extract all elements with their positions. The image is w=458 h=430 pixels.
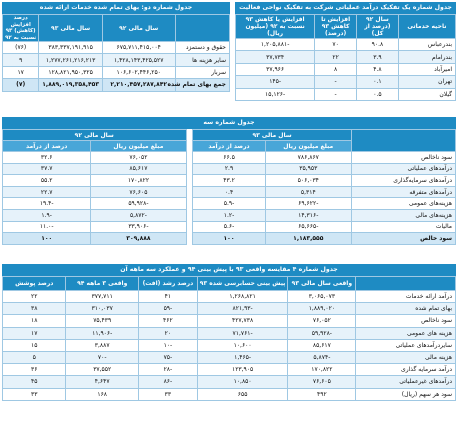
table-cell: -۱۹.۴: [3, 198, 91, 210]
forecast-comparison-caption: جدول شماره ۴ مقایسه واقعی ۹۳ با پیش بینی ۹۴ و عملکرد سه ماهه آن: [2, 264, 456, 276]
table-cell: بهای تمام شده: [356, 303, 456, 315]
header-year-93: سال مالی ۹۳: [39, 15, 103, 42]
cost-of-services-grid: [2, 14, 230, 92]
table-cell: سود ناخالص: [356, 315, 456, 327]
table-cell: ۵: [3, 351, 66, 363]
table-cell: ۳۷۷,۷۱۱: [66, 291, 138, 303]
table-cell: درآمدهای متفرقه: [351, 186, 455, 198]
table-cell: ۱۰,۶۰۰: [197, 339, 288, 351]
table-cell: سربار: [175, 66, 229, 78]
table-cell: بندرعباس: [398, 39, 455, 51]
header-growth-pct: درصد رشد (افت): [138, 277, 197, 291]
table-cell: ۶۷۵,۷۱۱,۴۱۵,۰۰۴: [102, 42, 175, 54]
table-cell: ۳۶: [3, 364, 66, 376]
header-amount-b: مبلغ میلیون ریال: [91, 141, 186, 152]
table-cell: سود ناخالص: [351, 152, 455, 164]
income-statement-grid: [2, 129, 456, 245]
table-cell: سود هر سهم (ریال): [356, 388, 456, 400]
table-cell: -۱۰: [138, 339, 197, 351]
table-cell: ۱,۴۲۸,۱۴۳,۴۲۵,۵۲۷: [102, 54, 175, 66]
table-cell: ۱۷۰,۸۲۲: [288, 364, 356, 376]
table-cell: ۲۲.۷: [3, 186, 91, 198]
table-cell: (۷): [3, 79, 39, 91]
table-cell: هزینه‌های مالی: [351, 209, 455, 221]
table-cell: -۵۹,۹۲۸: [288, 327, 356, 339]
table-cell: ۹۰.۸: [357, 39, 399, 51]
table-cell: -۸۲۱,۹۳: [197, 303, 288, 315]
table-cell: تهران: [398, 76, 455, 88]
table-cell: -۱۱,۹۰۶: [66, 327, 138, 339]
table-cell: سایردرآمدهای عملیاتی: [356, 339, 456, 351]
income-statement-caption: جدول شماره سه: [2, 117, 456, 129]
header-amount-a: مبلغ میلیون ریال: [265, 141, 351, 152]
table-cell: -۶۹,۶۲۲: [265, 198, 351, 210]
table-cell: -۵۹: [138, 303, 197, 315]
forecast-comparison-table: [2, 264, 456, 401]
table-cell: ۶۶.۵: [193, 152, 265, 164]
table-cell: -۷۱,۷۶۱: [197, 327, 288, 339]
table-cell: ۱۵: [3, 339, 66, 351]
table-cell: ۲۲: [315, 51, 357, 63]
table-cell: ۱۰۰: [193, 233, 265, 245]
table-cell: ۷۰: [315, 39, 357, 51]
header-share-92: سال ۹۲ (درصد از کل): [357, 15, 399, 39]
table-cell: -۷۰: [66, 351, 138, 363]
table-cell: ۱۲۳,۹۰۵: [197, 364, 288, 376]
table-cell: -۱۵,۱۲۶: [236, 88, 315, 100]
table-cell: ۴,۶۴۷: [66, 376, 138, 388]
table-cell: ۳۷,۹۶۶: [236, 63, 315, 75]
forecast-comparison-grid: [2, 276, 456, 401]
table-cell: ۱۶۸: [66, 388, 138, 400]
table-cell: -: [315, 88, 357, 100]
table-cell: -۱۱.۰: [3, 221, 91, 233]
header-blank: [351, 130, 455, 152]
table-cell: -: [315, 76, 357, 88]
table-cell: درآمد ارائه خدمات: [356, 291, 456, 303]
table-cell: ۱۸: [3, 315, 66, 327]
header-group-year-a: سال مالی ۹۳: [193, 130, 352, 141]
table-cell: ۴۳.۲: [193, 175, 265, 187]
table-cell: ۸: [315, 63, 357, 75]
region-revenue-caption: جدول شماره یک تفکیک درآمد عملیاتی شرکت به تفکیک نواحی فعالیت: [235, 2, 456, 14]
table-cell: ۱,۲۷۷,۲۶۱,۲۱۶,۲۱۳: [39, 54, 103, 66]
cost-of-services-caption: جدول شماره دو: بهای تمام شده خدمات ارائه شده: [2, 2, 230, 14]
income-statement-table: [2, 117, 456, 245]
table-cell: بندرامام: [398, 51, 455, 63]
table-cell: -۱,۲۰۵,۸۸۱: [236, 39, 315, 51]
table-cell: هزینه‌های عمومی: [351, 198, 455, 210]
table-cell: ۱,۸۸۹,۰۱۹,۳۵۸,۴۵۳: [39, 79, 103, 91]
table-cell: ۳۳: [138, 388, 197, 400]
table-cell: ۳۰۹,۸۸۸: [91, 233, 186, 245]
table-cell: ۷۶,۶۰۵: [288, 376, 356, 388]
table-cell: -۵.۹: [193, 198, 265, 210]
table-cell: ۱,۱۸۳,۵۵۵: [265, 233, 351, 245]
table-cell: -۶۵,۶۶۵: [265, 221, 351, 233]
table-cell: ۱۰۶,۶۰۲,۴۴۶,۲۵۰: [102, 66, 175, 78]
table-cell: -۷۵: [138, 351, 197, 363]
table-cell: ۳,۸۸۷: [66, 339, 138, 351]
header-forecast-93: پیش بینی حسابرسی شده ۹۳: [197, 277, 288, 291]
table-cell: ۵۰۶,۰۳۴: [265, 175, 351, 187]
region-revenue-grid: [235, 14, 456, 101]
region-revenue-table: [235, 2, 456, 101]
header-blank: [356, 277, 456, 291]
header-coverage-pct: درصد پوشش: [3, 277, 66, 291]
table-cell: ۳,۰۶۵,۰۷۳: [288, 291, 356, 303]
header-actual-93: واقعی سال مالی ۹۳: [288, 277, 356, 291]
table-cell: ۱۲۸,۸۲۱,۹۵۰,۳۲۵: [39, 66, 103, 78]
table-cell: ۴۵: [3, 376, 66, 388]
header-pct-a: درصد از درآمد: [193, 141, 265, 152]
table-cell: -۵۹,۹۲۸: [91, 198, 186, 210]
table-cell: هزینه مالی: [356, 351, 456, 363]
table-cell: ۵,۳۱۴: [265, 186, 351, 198]
table-cell: مالیات: [351, 221, 455, 233]
table-cell: ۳۱۰,۰۳۷: [66, 303, 138, 315]
table-cell: ۲۲: [3, 291, 66, 303]
table-cell: ۴.۸: [357, 63, 399, 75]
table-cell: گیلان: [398, 88, 455, 100]
table-cell: ۲.۹: [193, 163, 265, 175]
table-cell: ۱,۲۶۸,۸۲۱: [197, 291, 288, 303]
table-cell: -۱۴,۳۱۶: [265, 209, 351, 221]
table-cell: سود خالص: [351, 233, 455, 245]
table-cell: ۴۶۲: [138, 315, 197, 327]
table-cell: ۳۷,۷۳۴: [236, 51, 315, 63]
table-cell: امیرآباد: [398, 63, 455, 75]
table-cell: ۳۷.۷: [3, 163, 91, 175]
table-cell: درآمدهای سرمایه‌گذاری: [351, 175, 455, 187]
header-change-amount: افزایش یا کاهش ۹۳ نسبت به ۹۲ (میلیون ریال): [236, 15, 315, 39]
table-cell: درآمدهای عملیاتی: [351, 163, 455, 175]
table-cell: ۰.۱: [357, 76, 399, 88]
table-cell: -۱,۴۶۵: [197, 351, 288, 363]
table-cell: ۷۶,۰۵۲: [288, 315, 356, 327]
table-cell: ۹: [3, 54, 39, 66]
table-cell: -۸۶: [138, 376, 197, 388]
table-cell: ۴۲۷,۷۳۸: [197, 315, 288, 327]
table-cell: -۵,۸۷۴: [288, 351, 356, 363]
cost-of-services-table: [2, 2, 230, 92]
table-cell: ۶۵۵: [197, 388, 288, 400]
table-cell: ۸۵,۶۱۷: [91, 163, 186, 175]
table-cell: ۳۵,۹۵۳: [265, 163, 351, 175]
table-cell: ۷۶,۶۰۵: [91, 186, 186, 198]
table-cell: -۱۴۵: [236, 76, 315, 88]
table-cell: ۷۶,۰۵۲: [91, 152, 186, 164]
table-cell: ۸۵,۶۱۷: [288, 339, 356, 351]
table-cell: ۳۲.۶: [3, 152, 91, 164]
table-cell: ۳۷,۵۵۲: [66, 364, 138, 376]
table-cell: ۳.۹: [357, 51, 399, 63]
table-cell: ۴۱: [138, 291, 197, 303]
table-cell: ۱۰,۸۵۰: [197, 376, 288, 388]
table-cell: ۱,۸۸۹,۰۲۰: [288, 303, 356, 315]
table-cell: -۳۳,۹۰۶: [91, 221, 186, 233]
header-region: ناحیه خدماتی: [398, 15, 455, 39]
table-cell: ۳۸: [3, 303, 66, 315]
table-cell: ۳۳: [3, 388, 66, 400]
header-change-pct: درصد افزایش (کاهش) ۹۳ نسبت به ۹۲: [3, 15, 39, 42]
table-cell: ۲۰: [138, 327, 197, 339]
table-cell: ۰.۵: [357, 88, 399, 100]
header-change-pct: افزایش تا کاهش ۹۳ (درصد): [315, 15, 357, 39]
table-cell: ۵۵.۲: [3, 175, 91, 187]
table-cell: ۴۹۲: [288, 388, 356, 400]
table-cell: (۷۶): [3, 42, 39, 54]
table-cell: ۷۸۶,۸۶۷: [265, 152, 351, 164]
header-actual-3m-94: واقعی ۳ ماهه ۹۴: [66, 277, 138, 291]
table-cell: -۲۸: [138, 364, 197, 376]
table-cell: ۱۰۰: [3, 233, 91, 245]
table-cell: درآمدهای غیرعملیاتی: [356, 376, 456, 388]
table-cell: ۰.۴: [193, 186, 265, 198]
table-cell: -۱.۹: [3, 209, 91, 221]
table-cell: ۳۸۳,۳۳۷,۱۹۱,۹۱۵: [39, 42, 103, 54]
header-blank: [175, 15, 229, 42]
table-cell: ۷۵,۴۳۹: [66, 315, 138, 327]
table-cell: درآمد سرمایه گذاری: [356, 364, 456, 376]
table-cell: جمع بهای تمام شده: [175, 79, 229, 91]
header-group-year-b: سال مالی ۹۲: [3, 130, 187, 141]
table-cell: ۱۷۰,۸۲۲: [91, 175, 186, 187]
table-cell: -۱.۲: [193, 209, 265, 221]
table-cell: -۵.۶: [193, 221, 265, 233]
table-cell: حقوق و دستمزد: [175, 42, 229, 54]
table-cell: سایر هزینه ها: [175, 54, 229, 66]
table-cell: ۱۷: [3, 66, 39, 78]
table-cell: هزینه های عمومی: [356, 327, 456, 339]
table-cell: ۲,۲۱۰,۴۵۷,۲۸۷,۸۴۲: [102, 79, 175, 91]
table-cell: -۵,۸۷۲: [91, 209, 186, 221]
header-pct-b: درصد از درآمد: [3, 141, 91, 152]
header-year-92: سال مالی ۹۲: [102, 15, 175, 42]
table-cell: ۱۷: [3, 327, 66, 339]
